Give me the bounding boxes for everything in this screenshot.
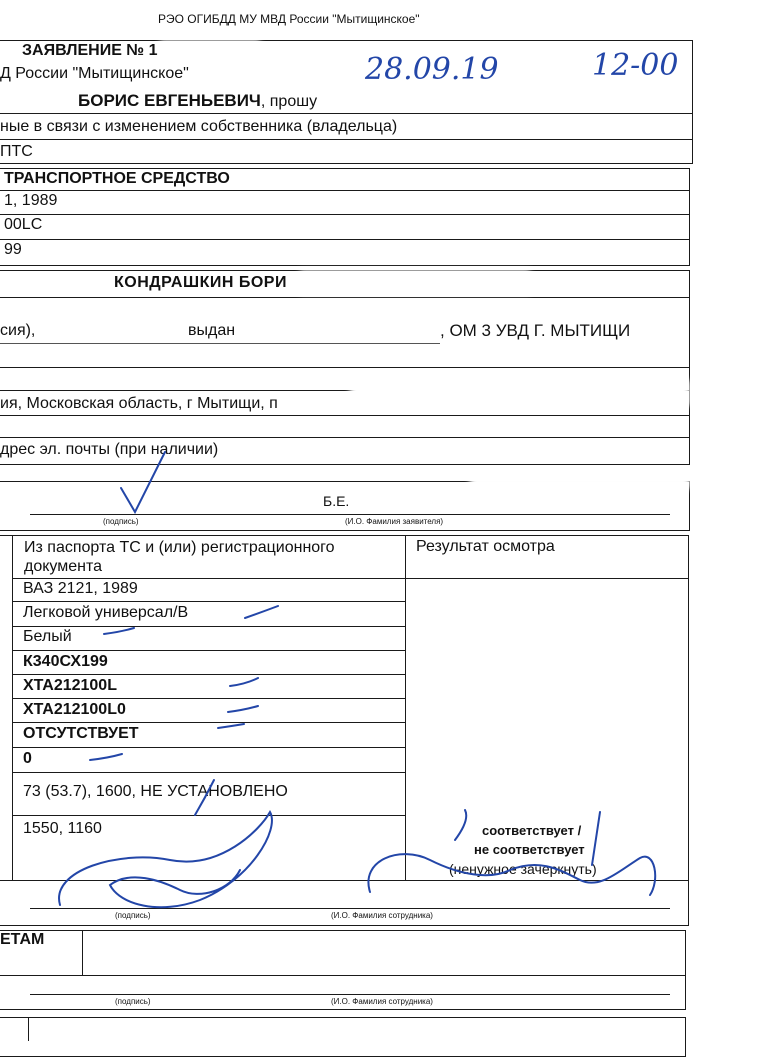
- etam-label: ЕТАМ: [0, 931, 45, 948]
- vehicle-heading: ТРАНСПОРТНОЕ СРЕДСТВО: [4, 170, 230, 187]
- row-model-year: ВАЗ 2121, 1989: [23, 580, 138, 597]
- email-label: дрес эл. почты (при наличии): [0, 441, 219, 458]
- applicant-name-caption: (И.О. Фамилия заявителя): [345, 517, 444, 526]
- result-matches: соответствует /: [482, 823, 582, 838]
- request-line-1: ные в связи с изменением собственника (владельца): [0, 118, 398, 135]
- owner-address: ия, Московская область, г Мытищи, п: [0, 395, 278, 412]
- owner-name: КОНДРАШКИН БОРИ: [114, 274, 287, 291]
- vehicle-row-3: 99: [4, 241, 22, 258]
- applicant-signature-caption: (подпись): [103, 517, 139, 526]
- row-plate: К340СХ199: [23, 653, 108, 670]
- issued-label: выдан: [188, 322, 236, 339]
- handwritten-date: 28.09.19: [365, 52, 499, 87]
- row-vin: XTA212100L: [23, 677, 117, 694]
- addressee-text: Д России "Мытищинское": [0, 65, 189, 82]
- passport-prefix: сия),: [0, 322, 36, 339]
- row-engine: 0: [23, 750, 32, 767]
- officer-name-caption: (И.О. Фамилия сотрудника): [331, 911, 433, 920]
- applicant-line: БОРИС ЕВГЕНЬЕВИЧ, прошу: [78, 91, 318, 110]
- result-strike-note: (ненужное зачеркнуть): [449, 861, 597, 877]
- row-color: Белый: [23, 628, 72, 645]
- row-body-number: XTA212100L0: [23, 701, 126, 718]
- applicant-initials: Б.Е.: [323, 493, 350, 509]
- row-power: 73 (53.7), 1600, НЕ УСТАНОВЛЕНО: [23, 783, 288, 800]
- row-body-type: Легковой универсал/В: [23, 604, 189, 621]
- vehicle-row-1: 1, 1989: [4, 192, 58, 209]
- handwritten-time: 12-00: [592, 48, 679, 83]
- officer2-name-caption: (И.О. Фамилия сотрудника): [331, 997, 433, 1006]
- bottom-box: [0, 1017, 686, 1057]
- vehicle-row-2: 00LC: [4, 216, 43, 233]
- row-chassis: ОТСУТСТВУЕТ: [23, 725, 139, 742]
- request-line-2: ПТС: [0, 143, 33, 160]
- office-header: РЭО ОГИБДД МУ МВД России "Мытищинское": [158, 12, 420, 26]
- officer-signature-caption: (подпись): [115, 911, 151, 920]
- result-not-matches: не соответствует: [474, 842, 585, 857]
- officer2-signature-caption: (подпись): [115, 997, 151, 1006]
- issued-by: , ОМ 3 УВД Г. МЫТИЩИ: [440, 321, 631, 340]
- applicant-name: БОРИС ЕВГЕНЬЕВИЧ: [78, 91, 261, 110]
- passport-column-header: Из паспорта ТС и (или) регистрационного документа: [24, 539, 335, 575]
- application-title: ЗАЯВЛЕНИЕ № 1: [22, 42, 158, 59]
- row-mass: 1550, 1160: [23, 820, 102, 837]
- result-column-header: Результат осмотра: [416, 538, 555, 555]
